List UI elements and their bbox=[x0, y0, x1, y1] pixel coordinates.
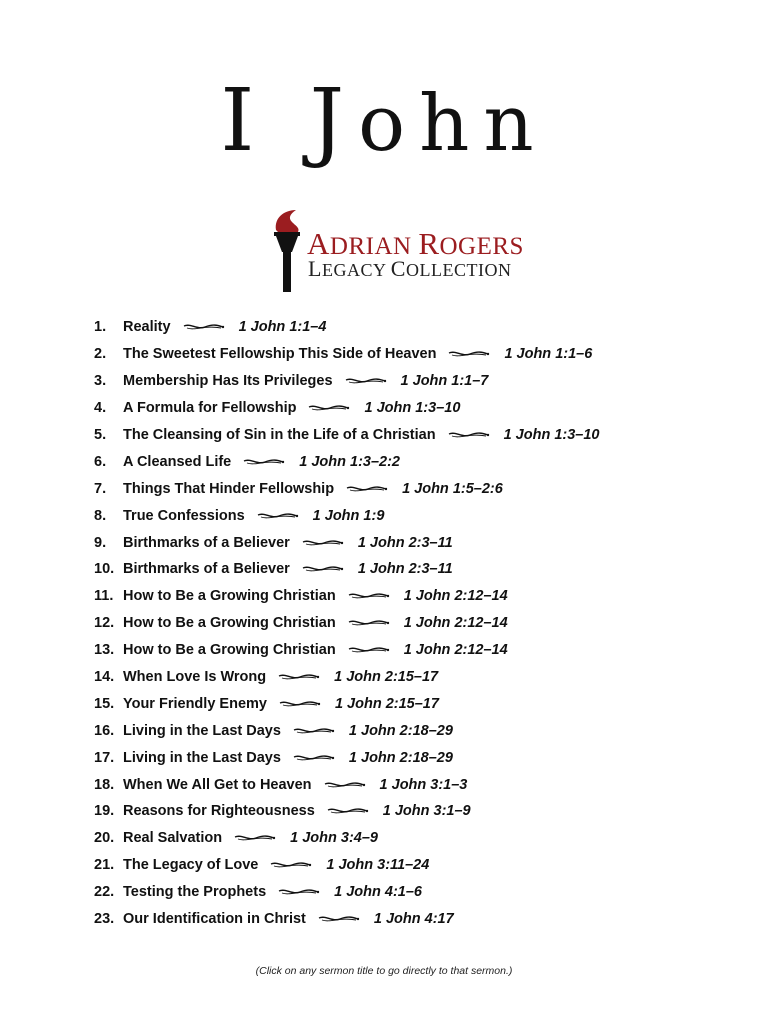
sermon-number: 17. bbox=[94, 749, 115, 766]
sermon-title-link[interactable]: Living in the Last Days bbox=[123, 722, 281, 739]
flourish-icon bbox=[348, 645, 390, 655]
flourish-icon bbox=[234, 833, 276, 843]
scripture-reference: 1 John 2:12–14 bbox=[403, 588, 508, 605]
scripture-reference: 1 John 2:15–17 bbox=[334, 695, 439, 712]
sermon-title-link[interactable]: Your Friendly Enemy bbox=[123, 695, 267, 712]
sermon-row[interactable] bbox=[94, 475, 600, 502]
scripture-reference: 1 John 3:4–9 bbox=[290, 830, 378, 847]
flourish-icon bbox=[345, 376, 387, 386]
scripture-reference: 1 John 1:3–10 bbox=[503, 427, 600, 443]
title-part-1: I J bbox=[220, 71, 359, 171]
flourish-icon bbox=[324, 780, 366, 790]
flourish-icon bbox=[302, 538, 344, 548]
flourish-icon bbox=[318, 914, 360, 924]
sermon-number: 15. bbox=[94, 695, 115, 712]
flourish-icon bbox=[448, 430, 490, 440]
flourish-icon bbox=[348, 591, 390, 601]
sermon-number: 5. bbox=[94, 427, 107, 443]
sermon-number: 4. bbox=[94, 400, 107, 417]
scripture-reference: 1 John 1:9 bbox=[312, 507, 385, 524]
flourish-icon bbox=[279, 699, 321, 709]
scripture-reference: 1 John 2:18–29 bbox=[348, 722, 453, 739]
scripture-reference: 1 John 4:17 bbox=[373, 911, 454, 928]
flourish-icon bbox=[448, 349, 490, 359]
sermon-title-link[interactable]: The Cleansing of Sin in the Life of a Christian bbox=[123, 427, 436, 443]
sermon-title-link[interactable]: Our Identification in Christ bbox=[123, 911, 306, 928]
sermon-title-link[interactable]: Reality bbox=[123, 319, 171, 336]
flourish-icon bbox=[257, 511, 299, 521]
sermon-row[interactable] bbox=[94, 879, 600, 906]
sermon-number: 21. bbox=[94, 857, 115, 874]
scripture-reference: 1 John 3:11–24 bbox=[326, 857, 430, 874]
scripture-reference: 1 John 1:5–2:6 bbox=[402, 480, 503, 497]
sermon-row[interactable] bbox=[94, 422, 600, 449]
sermon-number: 12. bbox=[94, 615, 115, 632]
adrian-rogers-logo bbox=[270, 208, 524, 294]
sermon-row[interactable] bbox=[94, 690, 600, 717]
sermon-title-link[interactable]: When Love Is Wrong bbox=[123, 669, 267, 686]
sermon-row[interactable] bbox=[94, 664, 600, 691]
scripture-reference: 1 John 2:3–11 bbox=[357, 534, 453, 551]
sermon-row[interactable] bbox=[94, 825, 600, 852]
scripture-reference: 1 John 3:1–3 bbox=[379, 776, 468, 793]
scripture-reference: 1 John 2:18–29 bbox=[348, 749, 453, 766]
sermon-row[interactable] bbox=[94, 798, 600, 825]
torch-icon bbox=[270, 208, 304, 294]
flourish-icon bbox=[302, 564, 344, 574]
flourish-icon bbox=[346, 484, 388, 494]
sermon-number: 3. bbox=[94, 373, 107, 390]
flourish-icon bbox=[327, 806, 369, 816]
sermon-row[interactable] bbox=[94, 556, 600, 583]
sermon-number: 14. bbox=[94, 669, 115, 686]
sermon-row[interactable] bbox=[94, 529, 600, 556]
scripture-reference: 1 John 1:1–6 bbox=[504, 346, 593, 363]
sermon-row[interactable] bbox=[94, 852, 600, 879]
sermon-number: 16. bbox=[94, 722, 115, 739]
flourish-icon bbox=[348, 618, 390, 628]
sermon-row[interactable] bbox=[94, 610, 600, 637]
sermon-number: 19. bbox=[94, 803, 115, 820]
sermon-title-link[interactable]: When We All Get to Heaven bbox=[123, 776, 312, 793]
sermon-title-link[interactable]: A Formula for Fellowship bbox=[123, 400, 297, 417]
title-part-2: ohn bbox=[358, 79, 548, 169]
sermon-number: 6. bbox=[94, 453, 107, 470]
sermon-title-link[interactable]: Living in the Last Days bbox=[123, 749, 281, 766]
sermon-row[interactable] bbox=[94, 717, 600, 744]
sermon-number: 18. bbox=[94, 776, 115, 793]
sermon-number: 22. bbox=[94, 884, 115, 901]
sermon-number: 8. bbox=[94, 507, 107, 524]
sermon-number: 1. bbox=[94, 319, 107, 336]
footer-note: (Click on any sermon title to go directly to that sermon.) bbox=[255, 965, 513, 977]
page-title bbox=[0, 71, 768, 171]
flourish-icon bbox=[243, 457, 285, 467]
scripture-reference: 1 John 2:3–11 bbox=[357, 561, 453, 578]
sermon-row[interactable] bbox=[94, 448, 600, 475]
sermon-title-link[interactable]: Birthmarks of a Believer bbox=[123, 561, 290, 578]
sermon-row[interactable] bbox=[94, 637, 600, 664]
sermon-row[interactable] bbox=[94, 314, 600, 341]
scripture-reference: 1 John 1:1–7 bbox=[400, 373, 489, 390]
sermon-title-link[interactable]: The Legacy of Love bbox=[123, 857, 259, 874]
sermon-row[interactable] bbox=[94, 395, 600, 422]
scripture-reference: 1 John 2:15–17 bbox=[334, 669, 439, 686]
sermon-row[interactable] bbox=[94, 368, 600, 395]
logo-line-1: ADRIAN ROGERS bbox=[307, 226, 524, 261]
sermon-title-link[interactable]: Things That Hinder Fellowship bbox=[123, 480, 335, 497]
sermon-title-link[interactable]: True Confessions bbox=[123, 507, 245, 524]
sermon-number: 2. bbox=[94, 346, 107, 363]
sermon-title-link[interactable]: How to Be a Growing Christian bbox=[123, 642, 336, 659]
sermon-row[interactable] bbox=[94, 744, 600, 771]
sermon-number: 9. bbox=[94, 534, 107, 551]
flourish-icon bbox=[270, 860, 312, 870]
flourish-icon bbox=[278, 887, 320, 897]
sermon-row[interactable] bbox=[94, 906, 600, 933]
sermon-number: 10. bbox=[94, 561, 115, 578]
sermon-title-link[interactable]: The Sweetest Fellowship This Side of Heaven bbox=[123, 346, 437, 363]
flourish-icon bbox=[278, 672, 320, 682]
flourish-icon bbox=[183, 322, 225, 332]
sermon-row[interactable] bbox=[94, 341, 600, 368]
flourish-icon bbox=[293, 753, 335, 763]
sermon-row[interactable] bbox=[94, 771, 600, 798]
sermon-title-link[interactable]: Testing the Prophets bbox=[123, 884, 267, 901]
sermon-number: 7. bbox=[94, 480, 107, 497]
sermon-number: 20. bbox=[94, 830, 115, 847]
sermon-number: 23. bbox=[94, 911, 115, 928]
scripture-reference: 1 John 3:1–9 bbox=[382, 803, 471, 820]
flourish-icon bbox=[308, 403, 350, 413]
sermon-title-link[interactable]: Birthmarks of a Believer bbox=[123, 534, 290, 551]
scripture-reference: 1 John 1:1–4 bbox=[238, 319, 327, 336]
sermon-row[interactable] bbox=[94, 583, 600, 610]
sermon-number: 11. bbox=[94, 588, 114, 605]
flourish-icon bbox=[293, 726, 335, 736]
scripture-reference: 1 John 2:12–14 bbox=[403, 642, 508, 659]
sermon-list bbox=[94, 314, 600, 932]
scripture-reference: 1 John 4:1–6 bbox=[334, 884, 422, 901]
sermon-title-link[interactable]: Reasons for Righteousness bbox=[123, 803, 315, 820]
sermon-title-link[interactable]: How to Be a Growing Christian bbox=[123, 615, 336, 632]
sermon-row[interactable] bbox=[94, 502, 600, 529]
sermon-title-link[interactable]: Real Salvation bbox=[123, 830, 223, 847]
scripture-reference: 1 John 1:3–10 bbox=[364, 400, 461, 417]
sermon-title-link[interactable]: Membership Has Its Privileges bbox=[123, 373, 333, 390]
sermon-title-link[interactable]: A Cleansed Life bbox=[123, 453, 232, 470]
scripture-reference: 1 John 2:12–14 bbox=[403, 615, 508, 632]
scripture-reference: 1 John 1:3–2:2 bbox=[299, 453, 400, 470]
sermon-title-link[interactable]: How to Be a Growing Christian bbox=[123, 588, 336, 605]
sermon-number: 13. bbox=[94, 642, 115, 659]
logo-line-2: LEGACY COLLECTION bbox=[308, 256, 512, 281]
